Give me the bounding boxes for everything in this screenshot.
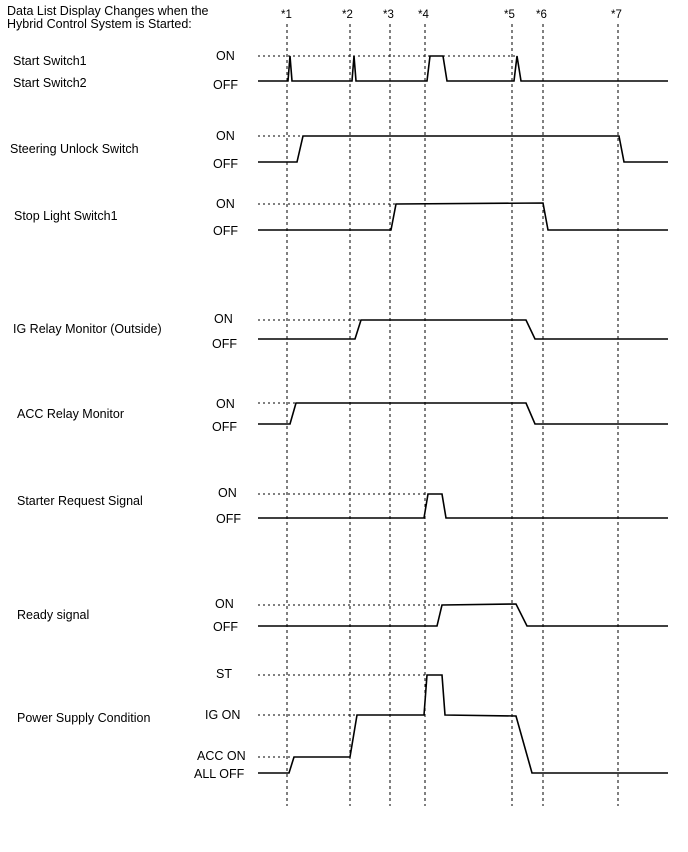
state-label-off: OFF [212, 420, 237, 434]
state-label-all-off: ALL OFF [194, 767, 245, 781]
signal-label-stop-light: Stop Light Switch1 [14, 209, 118, 223]
wave-power-supply [258, 675, 668, 773]
wave-stop-light [258, 203, 668, 230]
state-label-on: ON [216, 197, 235, 211]
wave-ready [258, 604, 668, 626]
signal-label-start-switch1: Start Switch1 [13, 54, 87, 68]
state-label-off: OFF [216, 512, 241, 526]
state-label-off: OFF [213, 157, 238, 171]
event-guide-lines [287, 24, 618, 806]
state-label-acc-on: ACC ON [197, 749, 246, 763]
wave-steering-unlock [258, 136, 668, 162]
signal-label-power-supply: Power Supply Condition [17, 711, 151, 725]
wave-start-switch [258, 56, 668, 81]
waveforms [258, 56, 668, 773]
state-label-on: ON [216, 129, 235, 143]
state-label-off: OFF [213, 620, 238, 634]
signal-label-starter-request: Starter Request Signal [17, 494, 143, 508]
state-label-on: ON [218, 486, 237, 500]
title-line-2: Hybrid Control System is Started: [7, 17, 192, 31]
state-label-on: ON [216, 397, 235, 411]
signal-label-start-switch2: Start Switch2 [13, 76, 87, 90]
state-label-off: OFF [212, 337, 237, 351]
event-marker-3: *3 [383, 9, 394, 21]
event-marker-7: *7 [611, 9, 622, 21]
wave-starter-request [258, 494, 668, 518]
state-label-off: OFF [213, 78, 238, 92]
state-label-on: ON [216, 49, 235, 63]
event-marker-4: *4 [418, 9, 429, 21]
event-marker-1: *1 [281, 9, 292, 21]
diagram-title [7, 5, 209, 31]
event-marker-6: *6 [536, 9, 547, 21]
signal-label-ig-relay: IG Relay Monitor (Outside) [13, 322, 162, 336]
wave-acc-relay [258, 403, 668, 424]
state-label-off: OFF [213, 224, 238, 238]
signal-label-steering-unlock: Steering Unlock Switch [10, 142, 139, 156]
signal-label-acc-relay: ACC Relay Monitor [17, 407, 124, 421]
wave-ig-relay [258, 320, 668, 339]
state-label-on: ON [214, 312, 233, 326]
state-label-on: ON [215, 597, 234, 611]
signal-label-ready: Ready signal [17, 608, 90, 622]
state-label-st: ST [216, 667, 232, 681]
event-marker-5: *5 [504, 9, 515, 21]
event-marker-2: *2 [342, 9, 353, 21]
state-label-ig-on: IG ON [205, 708, 241, 722]
title-line-1: Data List Display Changes when the [7, 4, 209, 18]
